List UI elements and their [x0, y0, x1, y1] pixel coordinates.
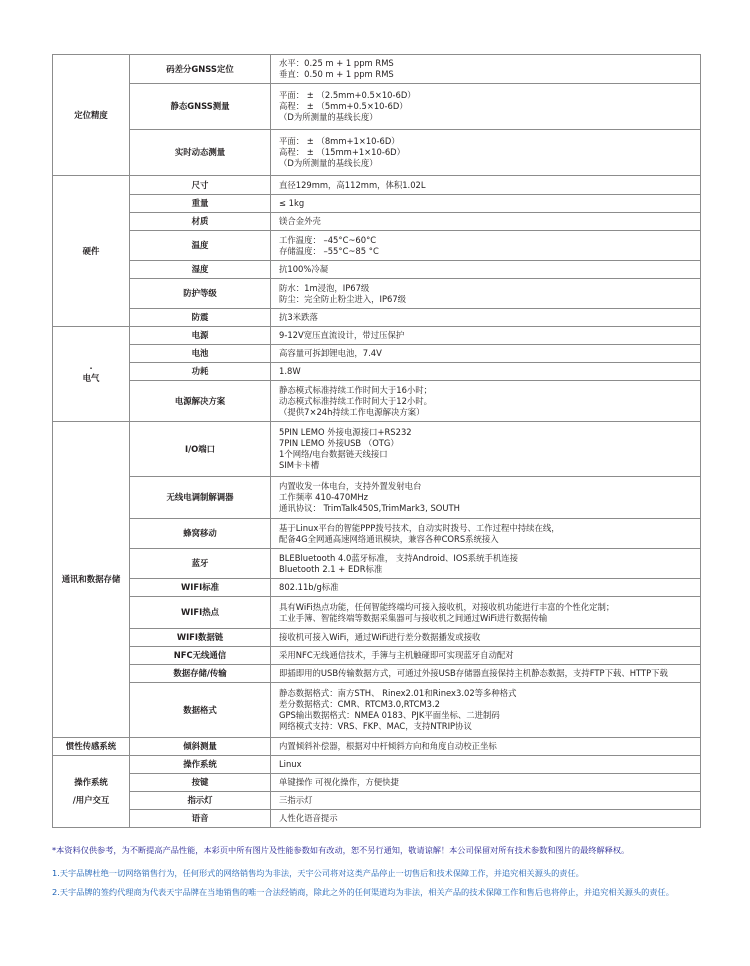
table-row [53, 519, 701, 549]
row-value [271, 756, 701, 774]
row-value [271, 665, 701, 683]
row-label: 静态GNSS测量 [130, 84, 271, 130]
value-line: 内置收发一体电台，支持外置发射电台 [279, 481, 422, 491]
value-line: （D为所测量的基线长度） [279, 112, 378, 122]
row-label: 电池 [130, 345, 271, 363]
table-row [53, 422, 701, 477]
row-value [271, 477, 701, 519]
value-line: 平面： ± （8mm+1×10-6D） [279, 136, 400, 146]
row-value [271, 683, 701, 738]
row-label: 材质 [130, 213, 271, 231]
category-positioning: 定位精度 [53, 55, 130, 176]
value-line: 人性化语音提示 [279, 813, 338, 823]
row-label: 倾斜测量 [130, 738, 271, 756]
table-row [53, 647, 701, 665]
table-row [53, 792, 701, 810]
value-line: GPS输出数据格式：NMEA 0183、PJK平面坐标、二进制码 [279, 710, 500, 720]
value-line: 抗100%冷凝 [279, 264, 329, 274]
value-line: 采用NFC无线通信技术，手簿与主机触碰即可实现蓝牙自动配对 [279, 650, 514, 660]
row-value [271, 345, 701, 363]
table-row [53, 738, 701, 756]
row-value [271, 647, 701, 665]
category-inertial: 惯性传感系统 [53, 738, 130, 756]
row-label: 防震 [130, 309, 271, 327]
row-label: I/O端口 [130, 422, 271, 477]
row-label: 蓝牙 [130, 549, 271, 579]
value-line: 静态数据格式：南方STH、 Rinex2.01和Rinex3.02等多种格式 [279, 688, 517, 698]
value-line: 通讯协议： TrimTalk450S,TrimMark3, SOUTH [279, 503, 460, 513]
table-row [53, 279, 701, 309]
row-label: 指示灯 [130, 792, 271, 810]
value-line: 9-12V宽压直流设计，带过压保护 [279, 330, 405, 340]
row-label: 语音 [130, 810, 271, 828]
value-line: 水平：0.25 m + 1 ppm RMS [279, 58, 394, 68]
row-value [271, 549, 701, 579]
category-title: 电气 [82, 372, 100, 383]
table-row [53, 549, 701, 579]
row-value [271, 231, 701, 261]
row-label: 实时动态测量 [130, 130, 271, 176]
table-row [53, 756, 701, 774]
row-label: NFC无线通信 [130, 647, 271, 665]
table-row [53, 176, 701, 195]
row-value [271, 810, 701, 828]
table-row [53, 195, 701, 213]
table-row [53, 774, 701, 792]
row-value [271, 519, 701, 549]
row-label: 码差分GNSS定位 [130, 55, 271, 84]
value-line: 防水：1m浸泡，IP67级 [279, 282, 370, 293]
row-value [271, 629, 701, 647]
value-line: 工作频率 410-470MHz [279, 492, 369, 502]
row-value [271, 195, 701, 213]
row-value [271, 597, 701, 629]
value-line: 直径129mm，高112mm，体积1.02L [279, 179, 426, 190]
row-value [271, 309, 701, 327]
table-row [53, 55, 701, 84]
value-line: （D为所测量的基线长度） [279, 158, 378, 168]
row-value [271, 579, 701, 597]
value-line: 内置倾斜补偿器，根据对中杆倾斜方向和角度自动校正坐标 [279, 741, 497, 751]
table-row [53, 345, 701, 363]
row-label: 重量 [130, 195, 271, 213]
table-row [53, 231, 701, 261]
table-row [53, 363, 701, 381]
row-label: 电源 [130, 327, 271, 345]
value-line: 动态模式标准持续工作时间大于12小时。 [279, 395, 433, 406]
value-line: ≤ 1kg [279, 198, 305, 208]
row-label: 按键 [130, 774, 271, 792]
value-line: 静态模式标准持续工作时间大于16小时； [279, 384, 433, 395]
table-row [53, 477, 701, 519]
value-line: 三指示灯 [279, 795, 313, 805]
row-label: WIFI热点 [130, 597, 271, 629]
row-value [271, 279, 701, 309]
table-row [53, 810, 701, 828]
notice-1: 1.天宇品牌杜绝一切网络销售行为，任何形式的网络销售均为非法，天宇公司将对这类产品停止一切售后和技术保障工作，并追究相关源头的责任。 [52, 868, 584, 878]
value-line: 1个网络/电台数据链天线接口 [279, 449, 388, 459]
row-value [271, 422, 701, 477]
value-line: 7PIN LEMO 外接USB （OTG） [279, 438, 399, 448]
row-value [271, 261, 701, 279]
table-row [53, 261, 701, 279]
row-label: 防护等级 [130, 279, 271, 309]
table-row [53, 381, 701, 422]
value-line: 配备4G全网通高速网络通讯模块，兼容各种CORS系统接入 [279, 533, 499, 544]
value-line: 高容量可拆卸锂电池，7.4V [279, 348, 382, 358]
row-label: 功耗 [130, 363, 271, 381]
row-value [271, 363, 701, 381]
category-hardware: 硬件 [53, 176, 130, 327]
value-line: BLEBluetooth 4.0蓝牙标准， 支持Android、IOS系统手机连接 [279, 552, 519, 563]
category-os [53, 756, 130, 828]
row-label: 温度 [130, 231, 271, 261]
value-line: 差分数据格式：CMR、RTCM3.0,RTCM3.2 [279, 699, 441, 709]
table-row [53, 309, 701, 327]
row-label: WIFI数据链 [130, 629, 271, 647]
value-line: 网络模式支持：VRS、FKP、MAC，支持NTRIP协议 [279, 721, 472, 731]
row-label: 数据存储/传输 [130, 665, 271, 683]
value-line: Bluetooth 2.1 + EDR标准 [279, 563, 383, 574]
row-value [271, 774, 701, 792]
value-line: 存储温度： –55°C~85 °C [279, 245, 379, 256]
row-label: 蜂窝移动 [130, 519, 271, 549]
disclaimer-note: *本资料仅供参考，为不断提高产品性能，本彩页中所有图片及性能参数如有改动，恕不另行通知，敬请谅解！本公司保留对所有技术参数和图片的最终解释权。 [52, 845, 630, 855]
spec-table [52, 54, 701, 828]
row-value [271, 792, 701, 810]
row-value [271, 327, 701, 345]
value-line: 802.11b/g标准 [279, 582, 339, 592]
bullet-dot: · [89, 363, 93, 373]
table-row [53, 665, 701, 683]
value-line: 平面： ± （2.5mm+0.5×10-6D） [279, 90, 416, 100]
table-row [53, 130, 701, 176]
category-title-line: 操作系统 [74, 777, 108, 787]
table-row [53, 84, 701, 130]
value-line: （提供7×24h持续工作电源解决方案） [279, 406, 425, 417]
table-row [53, 683, 701, 738]
row-label: 电源解决方案 [130, 381, 271, 422]
row-value [271, 55, 701, 84]
value-line: 高程： ± （5mm+0.5×10-6D） [279, 101, 408, 111]
row-label: 操作系统 [130, 756, 271, 774]
value-line: 基于Linux平台的智能PPP拨号技术，自动实时拨号、工作过程中持续在线， [279, 522, 560, 533]
table-row [53, 629, 701, 647]
row-value [271, 738, 701, 756]
category-electrical [53, 327, 130, 422]
table-row [53, 213, 701, 231]
value-line: 高程： ± （15mm+1×10-6D） [279, 147, 406, 157]
row-value [271, 381, 701, 422]
value-line: 抗3米跌落 [279, 312, 318, 322]
value-line: 垂直：0.50 m + 1 ppm RMS [279, 69, 394, 79]
value-line: 防尘：完全防止粉尘进入，IP67级 [279, 293, 407, 304]
notice-2: 2.天宇品牌的签约代理商为代表天宇品牌在当地销售的唯一合法经销商，除此之外的任何渠道均为非法，相关产品的技术保障工作和售后也将停止，并追究相关源头的责任。 [52, 887, 674, 897]
table-row [53, 597, 701, 629]
value-line: 5PIN LEMO 外接电源接口+RS232 [279, 427, 412, 437]
row-value [271, 176, 701, 195]
category-title-line: /用户交互 [72, 795, 110, 805]
table-row [53, 579, 701, 597]
value-line: SIM卡卡槽 [279, 460, 320, 470]
value-line: Linux [279, 759, 302, 769]
row-label: WIFI标准 [130, 579, 271, 597]
table-row [53, 327, 701, 345]
row-value [271, 130, 701, 176]
value-line: 工业手簿、智能终端等数据采集器可与接收机之间通过WiFi进行数据传输 [279, 612, 548, 623]
value-line: 镁合金外壳 [279, 216, 321, 226]
row-value [271, 84, 701, 130]
category-comm: 通讯和数据存储 [53, 422, 130, 738]
row-label: 数据格式 [130, 683, 271, 738]
row-label: 无线电调制解调器 [130, 477, 271, 519]
value-line: 接收机可接入WiFi，通过WiFi进行差分数据播发或接收 [279, 632, 481, 642]
value-line: 1.8W [279, 366, 301, 376]
value-line: 单键操作 可视化操作，方便快捷 [279, 777, 399, 787]
row-value [271, 213, 701, 231]
value-line: 即插即用的USB传输数据方式，可通过外接USB存储器直接保持主机静态数据，支持FTP下载、HTTP下载 [279, 668, 668, 678]
row-label: 湿度 [130, 261, 271, 279]
value-line: 具有WiFi热点功能，任何智能终端均可接入接收机，对接收机功能进行丰富的个性化定制； [279, 601, 615, 612]
value-line: 工作温度： –45°C~60°C [279, 234, 377, 245]
row-label: 尺寸 [130, 176, 271, 195]
